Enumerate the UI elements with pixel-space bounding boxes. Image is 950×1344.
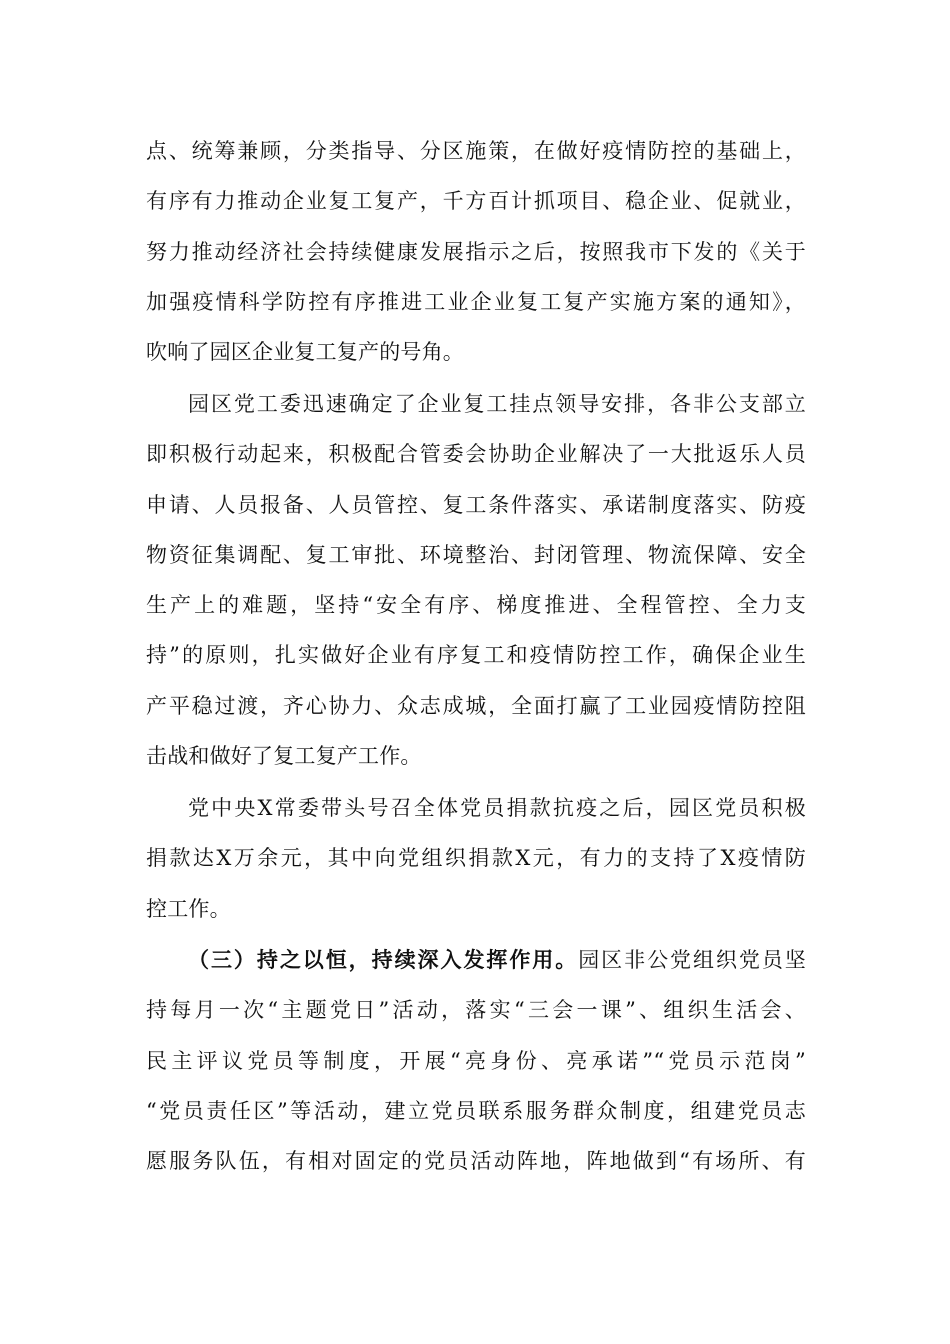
paragraph-line: 生产上的难题，坚持“安全有序、梯度推进、全程管控、全力支 bbox=[146, 593, 806, 618]
paragraph-line: 党中央X常委带头号召全体党员捐款抗疫之后，园区党员积极 bbox=[188, 796, 806, 820]
paragraph-line: 持每月一次“主题党日”活动，落实“三会一课”、组织生活会、 bbox=[146, 998, 806, 1023]
paragraph-first-line bbox=[146, 935, 806, 985]
paragraph-line: 有序有力推动企业复工复产，千方百计抓项目、稳企业、促就业， bbox=[146, 189, 806, 214]
paragraph-line: “党员责任区”等活动，建立党员联系服务群众制度，组建党员志 bbox=[146, 1098, 806, 1123]
paragraph-line: 吹响了园区企业复工复产的号角。 bbox=[146, 340, 464, 365]
paragraph-4 bbox=[146, 935, 806, 1186]
paragraph-line: 物资征集调配、复工审批、环境整治、封闭管理、物流保障、安全 bbox=[146, 542, 806, 567]
paragraph-2 bbox=[146, 379, 806, 781]
paragraph-line: 持”的原则，扎实做好企业有序复工和疫情防控工作，确保企业生 bbox=[146, 643, 806, 668]
paragraph-line: 愿服务队伍，有相对固定的党员活动阵地，阵地做到“有场所、有 bbox=[146, 1149, 806, 1174]
paragraph-line: 努力推动经济社会持续健康发展指示之后，按照我市下发的《关于 bbox=[146, 239, 806, 264]
paragraph-line: 击战和做好了复工复产工作。 bbox=[146, 744, 422, 769]
paragraph-line: 申请、人员报备、人员管控、复工条件落实、承诺制度落实、防疫 bbox=[146, 492, 806, 517]
paragraph-3 bbox=[146, 783, 806, 934]
paragraph-1 bbox=[146, 126, 806, 377]
paragraph-line: 捐款达X万余元，其中向党组织捐款X元，有力的支持了X疫情防 bbox=[146, 846, 806, 871]
section-heading: （三）持之以恒，持续深入发挥作用。 bbox=[188, 947, 579, 972]
paragraph-line: 产平稳过渡，齐心协力、众志成城，全面打赢了工业园疫情防控阻 bbox=[146, 693, 806, 718]
paragraph-line: 园区党工委迅速确定了企业复工挂点领导安排，各非公支部立 bbox=[188, 392, 806, 416]
paragraph-text: 园区非公党组织党员坚 bbox=[578, 948, 807, 972]
paragraph-line: 加强疫情科学防控有序推进工业企业复工复产实施方案的通知》， bbox=[146, 289, 806, 314]
paragraph-line: 控工作。 bbox=[146, 896, 231, 921]
paragraph-line: 点、统筹兼顾，分类指导、分区施策，在做好疫情防控的基础上， bbox=[146, 139, 806, 163]
paragraph-line: 民主评议党员等制度，开展“亮身份、亮承诺”“党员示范岗” bbox=[146, 1048, 806, 1073]
paragraph-line: 即积极行动起来，积极配合管委会协助企业解决了一大批返乐人员 bbox=[146, 442, 806, 467]
